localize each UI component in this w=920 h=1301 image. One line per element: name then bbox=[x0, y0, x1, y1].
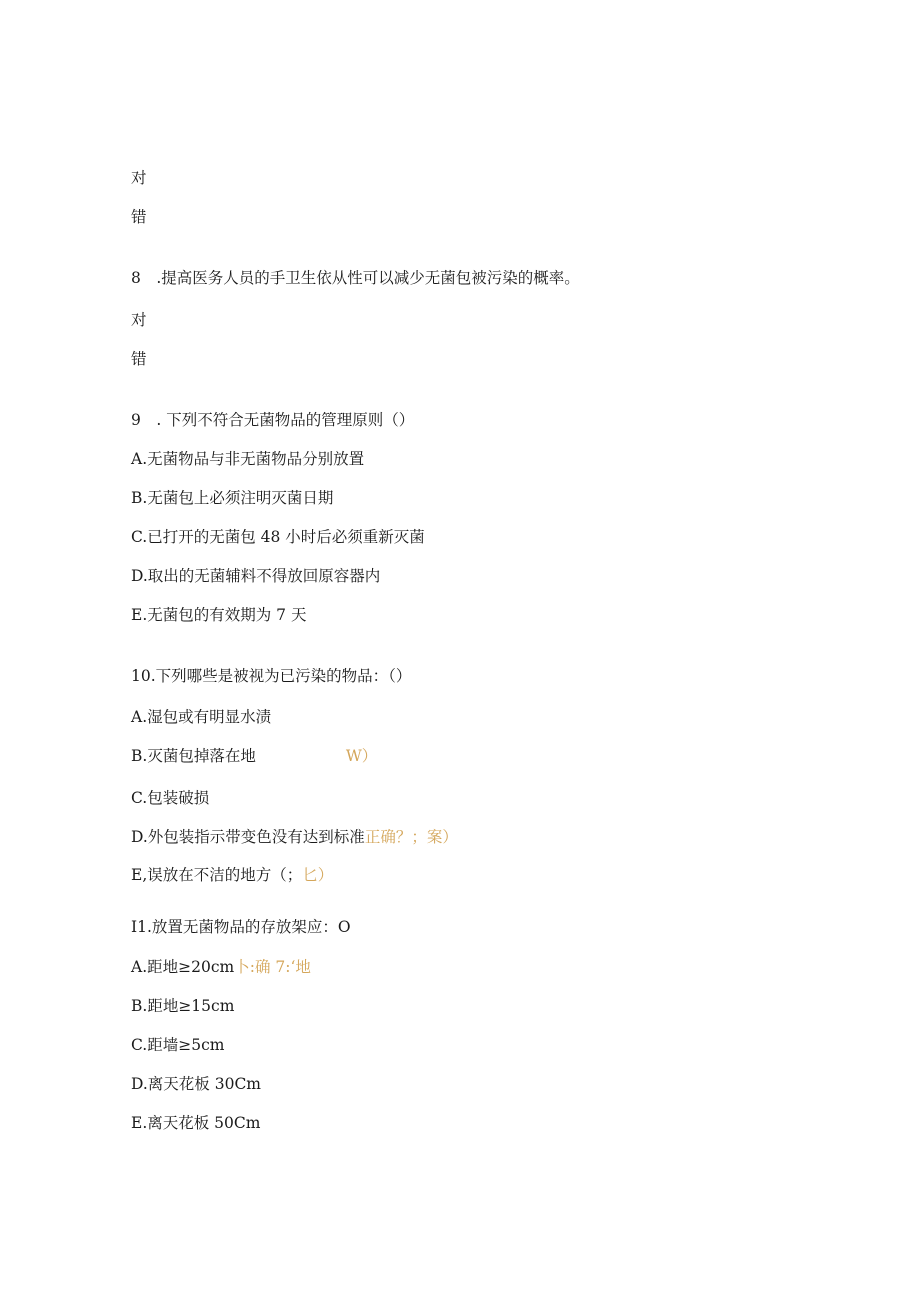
q9-option-b[interactable]: B.无菌包上必须注明灭菌日期 bbox=[131, 489, 334, 507]
q7-option-false[interactable]: 错 bbox=[131, 208, 147, 226]
q8-option-false[interactable]: 错 bbox=[131, 350, 147, 368]
q11-question-text: I1.放置无菌物品的存放架应：O bbox=[131, 918, 351, 936]
q10-option-b[interactable] bbox=[131, 746, 377, 766]
q10-option-b-label: B.灭菌包掉落在地 bbox=[131, 747, 256, 765]
q9-question-text: 9 . 下列不符合无菌物品的管理原则（） bbox=[131, 411, 415, 429]
q8-question-text: 8 .提高医务人员的手卫生依从性可以减少无菌包被污染的概率。 bbox=[131, 269, 580, 287]
q10-option-e-annotation: 匕） bbox=[302, 866, 334, 884]
q10-option-a-label: A.湿包或有明显水渍 bbox=[131, 708, 272, 726]
q10-option-d-label: D.外包装指示带变色没有达到标准 bbox=[131, 828, 365, 846]
q11-option-e[interactable] bbox=[131, 1113, 260, 1133]
q10-option-c-label: C.包装破损 bbox=[131, 789, 210, 807]
q10-option-e[interactable] bbox=[131, 865, 333, 885]
q10-option-a[interactable] bbox=[131, 707, 271, 727]
q11-option-b[interactable] bbox=[131, 996, 234, 1016]
q10-option-e-label: E,误放在不洁的地方（； bbox=[131, 866, 303, 884]
q9-option-d[interactable]: D.取出的无菌辅料不得放回原容器内 bbox=[131, 567, 381, 585]
q11-option-c[interactable] bbox=[131, 1035, 224, 1055]
q10-option-b-annotation: W） bbox=[345, 747, 378, 765]
q11-option-a-label: A.距地≥20cm bbox=[131, 958, 235, 976]
q7-option-true[interactable]: 对 bbox=[131, 169, 147, 187]
q11-option-c-label: C.距墙≥5cm bbox=[131, 1036, 225, 1054]
q9-option-c[interactable]: C.已打开的无菌包 48 小时后必须重新灭菌 bbox=[131, 528, 425, 546]
q11-option-d[interactable] bbox=[131, 1074, 261, 1094]
q11-option-a-annotation: 卜:确 7:‘地 bbox=[234, 958, 311, 976]
q11-option-e-label: E.离天花板 50Cm bbox=[131, 1114, 261, 1132]
q9-option-a[interactable]: A.无菌物品与非无菌物品分别放置 bbox=[131, 450, 365, 468]
q10-option-d[interactable] bbox=[131, 827, 458, 847]
q8-option-true[interactable]: 对 bbox=[131, 311, 147, 329]
q10-question-text: 10.下列哪些是被视为已污染的物品：（） bbox=[131, 667, 412, 685]
q10-option-c[interactable] bbox=[131, 788, 209, 808]
q11-option-d-label: D.离天花板 30Cm bbox=[131, 1075, 262, 1093]
q11-option-b-label: B.距地≥15cm bbox=[131, 997, 235, 1015]
q11-option-a[interactable] bbox=[131, 957, 311, 977]
q10-option-d-annotation: 正确？；案） bbox=[364, 828, 458, 846]
q9-option-e[interactable]: E.无菌包的有效期为 7 天 bbox=[131, 606, 307, 624]
